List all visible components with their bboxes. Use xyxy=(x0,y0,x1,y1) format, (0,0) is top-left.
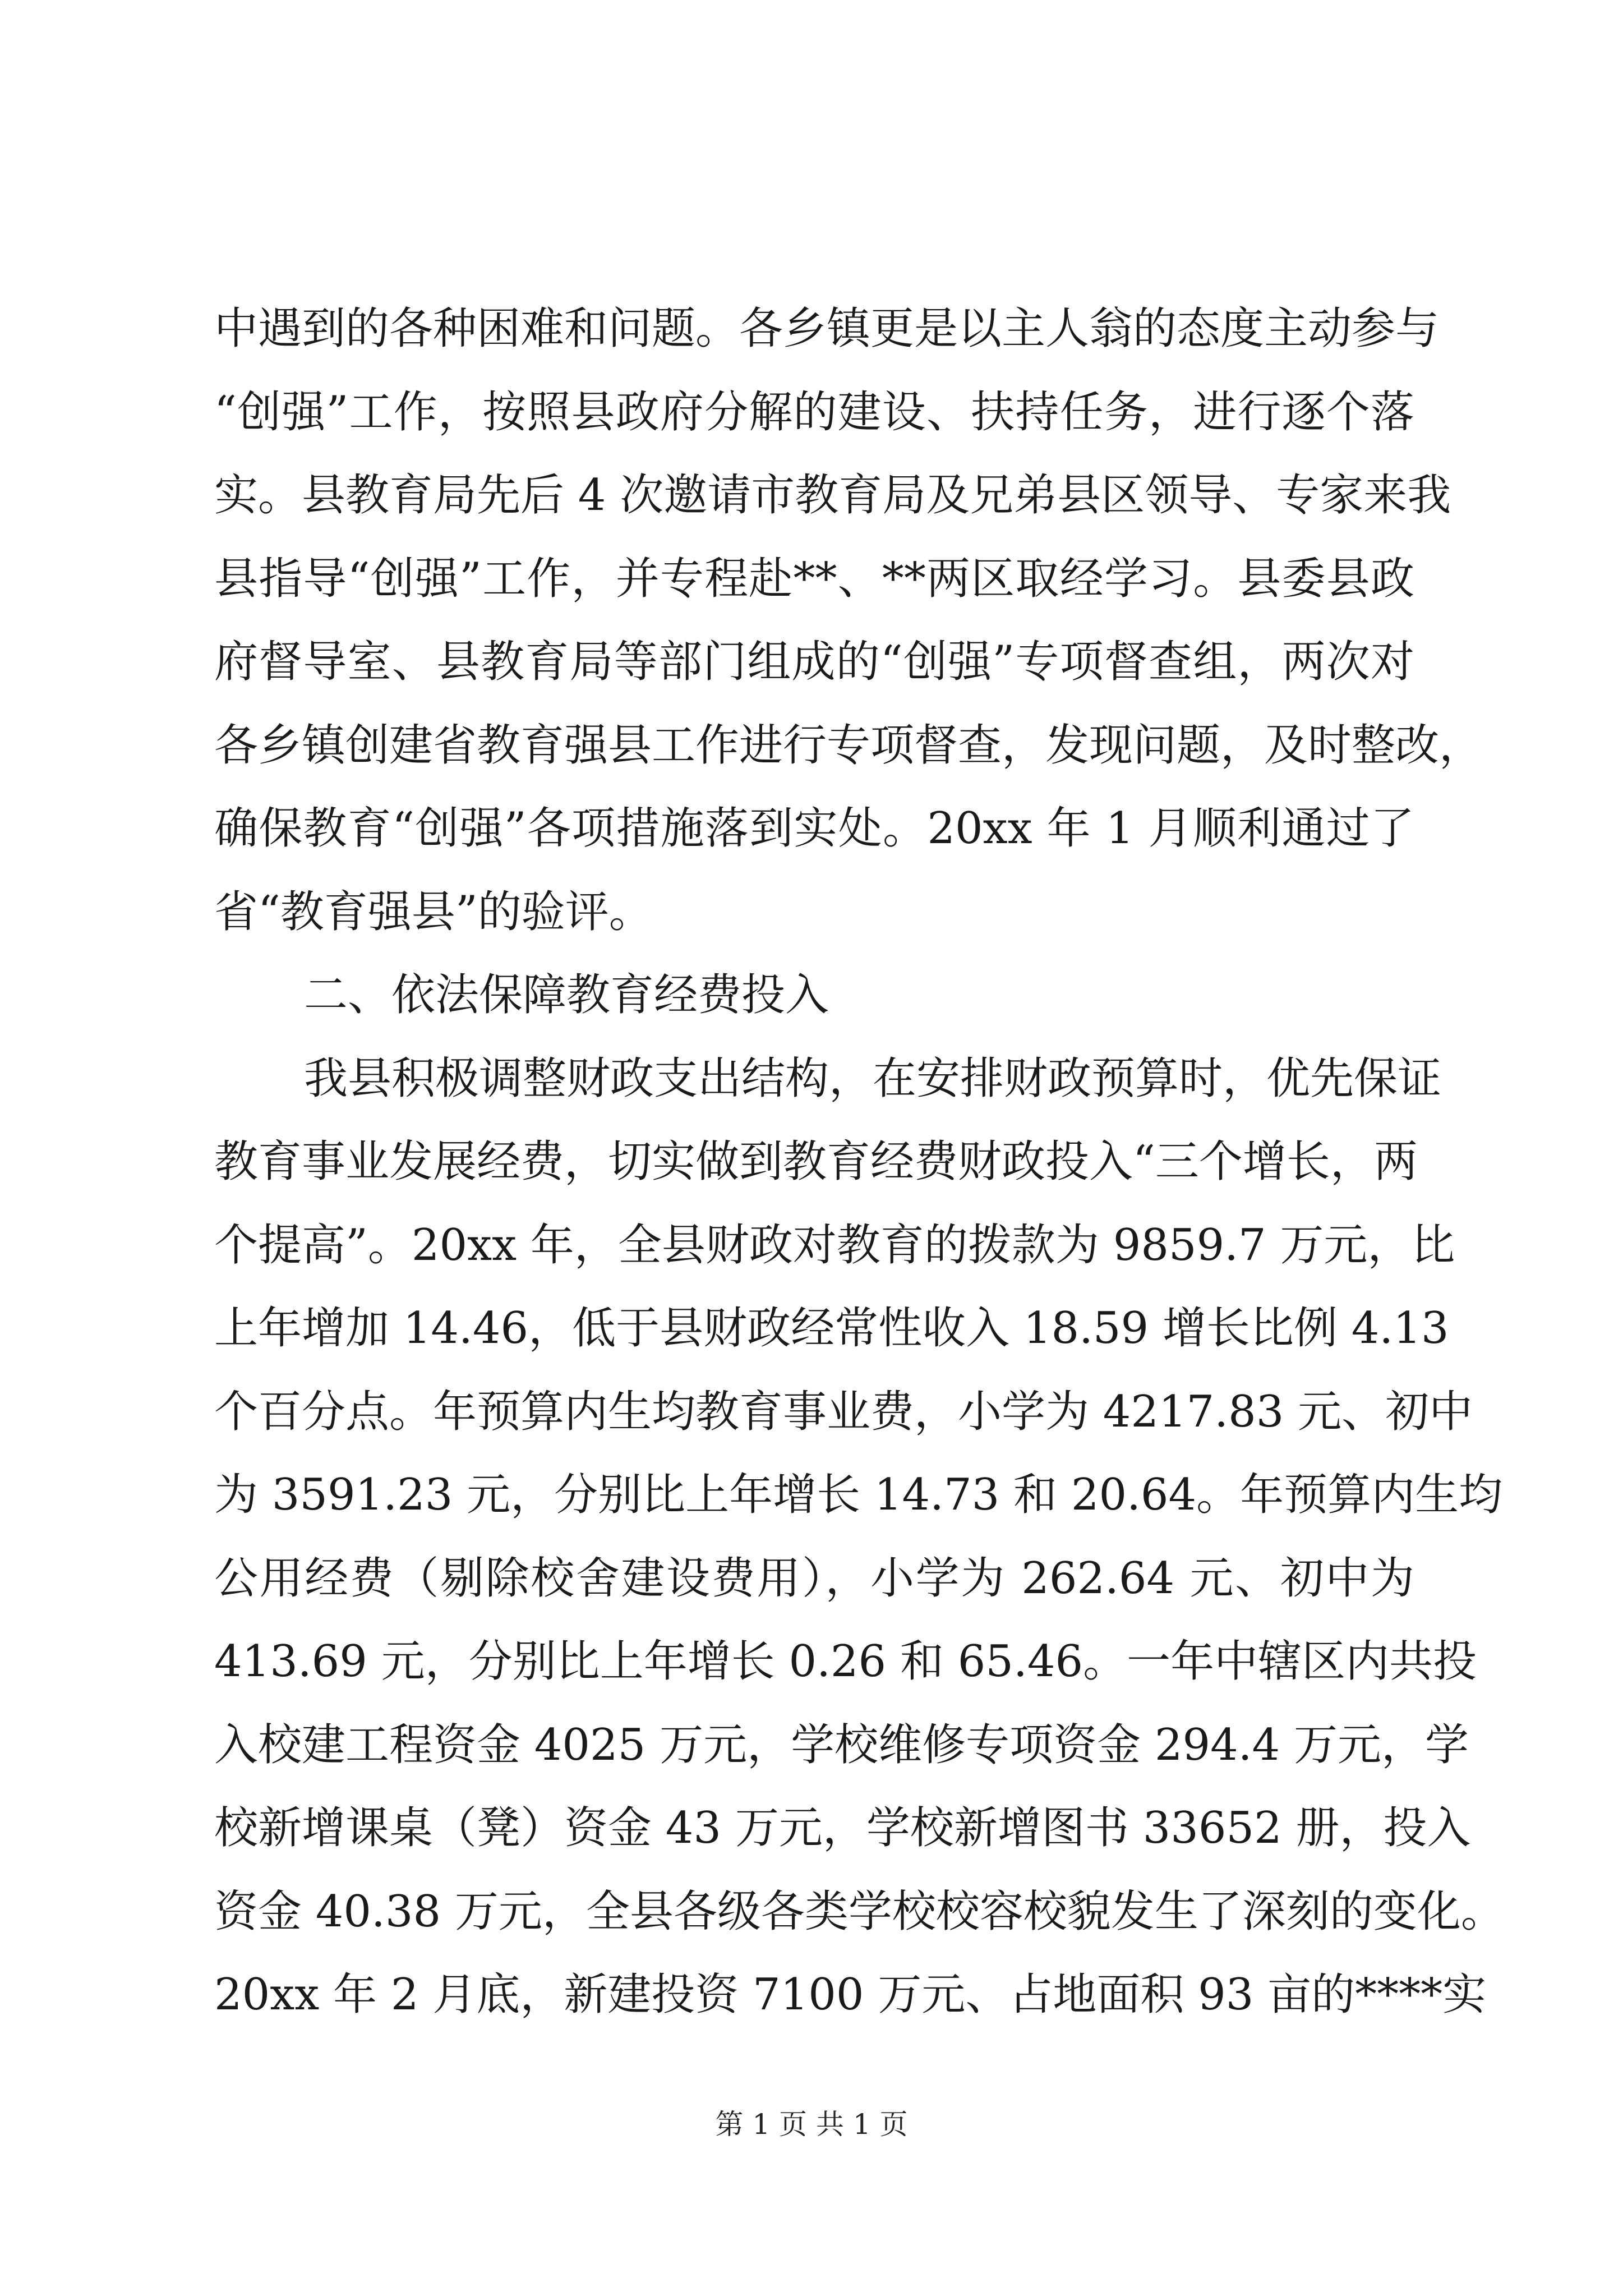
text-line: 413.69 元，分别比上年增长 0.26 和 65.46。一年中辖区内共投 xyxy=(214,1636,1477,1687)
text-line: 公用经费（剔除校舍建设费用），小学为 262.64 元、初中为 xyxy=(214,1553,1414,1604)
text-line: 上年增加 14.46，低于县财政经常性收入 18.59 增长比例 4.13 xyxy=(214,1303,1449,1354)
text-line: 为 3591.23 元，分别比上年增长 14.73 和 20.64。年预算内生均 xyxy=(214,1470,1503,1520)
text-line: 我县积极调整财政支出结构，在安排财政预算时，优先保证 xyxy=(304,1053,1442,1104)
text-line: 县指导“创强”工作，并专程赴**、**两区取经学习。县委县政 xyxy=(214,553,1414,604)
text-line: 个百分点。年预算内生均教育事业费，小学为 4217.83 元、初中 xyxy=(214,1386,1473,1437)
text-line: 20xx 年 2 月底，新建投资 7100 万元、占地面积 93 亩的****实 xyxy=(214,1970,1487,2020)
text-line: 校新增课桌（凳）资金 43 万元，学校新增图书 33652 册，投入 xyxy=(214,1803,1471,1853)
text-line: 各乡镇创建省教育强县工作进行专项督查，发现问题，及时整改， xyxy=(214,720,1483,771)
body-text xyxy=(214,287,1505,2037)
page-footer xyxy=(0,2105,1623,2144)
section-heading: 二、依法保障教育经费投入 xyxy=(304,970,829,1020)
text-line: 资金 40.38 万元，全县各级各类学校校容校貌发生了深刻的变化。 xyxy=(214,1886,1505,1937)
text-line: 府督导室、县教育局等部门组成的“创强”专项督查组，两次对 xyxy=(214,637,1414,687)
text-line: 省“教育强县”的验评。 xyxy=(214,886,653,937)
text-line: 入校建工程资金 4025 万元，学校维修专项资金 294.4 万元，学 xyxy=(214,1719,1469,1770)
text-line: “创强”工作，按照县政府分解的建设、扶持任务，进行逐个落 xyxy=(214,386,1414,438)
text-line: 确保教育“创强”各项措施落到实处。20xx 年 1 月顺利通过了 xyxy=(214,803,1414,854)
text-line: 个提高”。20xx 年，全县财政对教育的拨款为 9859.7 万元，比 xyxy=(214,1220,1455,1271)
text-line: 中遇到的各种困难和问题。各乡镇更是以主人翁的态度主动参与 xyxy=(214,303,1440,354)
text-line: 教育事业发展经费，切实做到教育经费财政投入“三个增长，两 xyxy=(214,1137,1418,1187)
page-number-label: 第 1 页 共 1 页 xyxy=(715,2108,908,2141)
text-line: 实。县教育局先后 4 次邀请市教育局及兄弟县区领导、专家来我 xyxy=(214,470,1451,521)
